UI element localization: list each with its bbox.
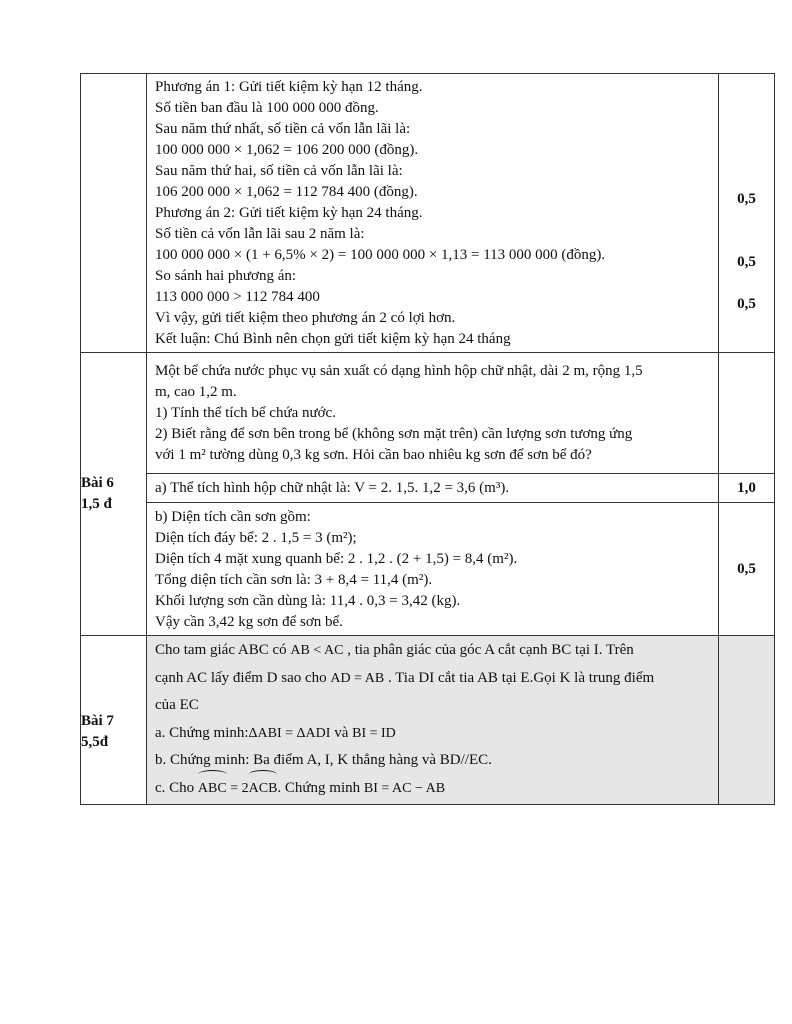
math-expression: BI = ID: [352, 725, 396, 741]
math-expression: AD = AB: [330, 670, 385, 686]
text-fragment: và: [330, 724, 353, 741]
score-value: 0,5: [719, 503, 775, 636]
text-line: Số tiền cả vốn lẫn lãi sau 2 năm là:: [155, 226, 365, 242]
text-line: Diện tích đáy bể: 2 . 1,5 = 3 (m²);: [155, 529, 357, 546]
problem-cell: [147, 636, 719, 805]
exercise-number: Bài 6: [81, 475, 114, 491]
row-bai5: [81, 74, 775, 353]
exercise-points: 1,5 đ: [81, 496, 112, 512]
text-line: [155, 665, 710, 693]
text-line: Số tiền ban đầu là 100 000 000 đồng.: [155, 100, 379, 116]
part-a-cell: [147, 474, 719, 503]
text-line: 2) Biết rằng để sơn bên trong bể (không sơn mặt trên) cần lượng sơn tương ứng: [155, 426, 633, 442]
text-fragment: . Chứng minh: [277, 779, 364, 796]
row-bai6-part-b: [81, 503, 775, 636]
text-line: b. Chứng minh: Ba điểm A, I, K thẳng hàng và BD//EC.: [155, 752, 492, 768]
math-expression: ΔABI = ΔADI: [248, 725, 331, 741]
text-fragment: cạnh AC lấy điểm D sao cho: [155, 669, 331, 686]
text-line: 100 000 000 × 1,062 = 106 200 000 (đồng).: [155, 142, 419, 158]
solution-cell: [147, 74, 719, 353]
part-a-text: [147, 475, 718, 501]
text-line: [155, 720, 710, 748]
label-cell-empty: [81, 74, 147, 353]
score-value: 0,5: [737, 296, 756, 312]
text-fragment: , tia phân giác của góc A cắt cạnh BC tại I. Trên: [343, 642, 634, 658]
problem-text: [147, 636, 718, 804]
text-line: Phương án 1: Gửi tiết kiệm kỳ hạn 12 tháng.: [155, 79, 423, 95]
text-line: b) Diện tích cần sơn gồm:: [155, 508, 311, 525]
exercise-label: [81, 636, 147, 805]
row-bai7: [81, 636, 775, 805]
text-line: Sau năm thứ nhất, số tiền cả vốn lẫn lãi là:: [155, 121, 411, 137]
answer-table: [80, 73, 775, 805]
text-line: Vì vậy, gửi tiết kiệm theo phương án 2 có lợi hơn.: [155, 310, 456, 326]
text-line: Phương án 2: Gửi tiết kiệm kỳ hạn 24 tháng.: [155, 205, 423, 221]
text-line: Tổng diện tích cần sơn là: 3 + 8,4 = 11,4 (m²).: [155, 571, 433, 588]
text-line: [155, 775, 710, 803]
text-fragment: . Tia DI cắt tia AB tại E.Gọi K là trung điểm: [384, 669, 655, 686]
math-expression: BI = AC − AB: [363, 780, 446, 796]
text-line: Sau năm thứ hai, số tiền cả vốn lẫn lãi là:: [155, 163, 403, 179]
text-fragment: a. Chứng minh:: [155, 724, 249, 741]
score-cell-empty: [719, 636, 775, 805]
score-value: 1,0: [719, 474, 775, 503]
text-line: Khối lượng sơn cần dùng là: 11,4 . 0,3 = 3,42 (kg).: [155, 592, 461, 609]
row-bai6-problem: [81, 353, 775, 474]
score-cell: [719, 74, 775, 353]
text-line: của EC: [155, 697, 199, 713]
part-b-text: [147, 504, 718, 635]
text-line: [155, 637, 710, 665]
text-line: Diện tích 4 mặt xung quanh bể: 2 . 1,2 . (2 + 1,5) = 8,4 (m²).: [155, 550, 518, 567]
solution-text: [147, 74, 718, 352]
text-line: Kết luận: Chú Bình nên chọn gửi tiết kiệm kỳ hạn 24 tháng: [155, 331, 511, 347]
text-line: Vậy cần 3,42 kg sơn để sơn bể.: [155, 613, 343, 630]
row-bai6-part-a: [81, 474, 775, 503]
text-line: m, cao 1,2 m.: [155, 384, 237, 400]
math-expression: = 2: [226, 780, 249, 796]
text-line: 1) Tính thể tích bể chứa nước.: [155, 405, 336, 421]
problem-text: [147, 358, 718, 468]
exercise-label: [81, 353, 147, 636]
score-value: 0,5: [737, 254, 756, 270]
text-line: 113 000 000 > 112 784 400: [155, 289, 320, 305]
text-line: với 1 m² tường dùng 0,3 kg sơn. Hỏi cần bao nhiêu kg sơn để sơn bể đó?: [155, 447, 592, 463]
exercise-points: 5,5đ: [81, 734, 109, 750]
text-line: 106 200 000 × 1,062 = 112 784 400 (đồng).: [155, 184, 418, 200]
text-fragment: c. Cho: [155, 779, 198, 796]
text-line: So sánh hai phương án:: [155, 268, 297, 284]
angle-abc: ABC: [198, 775, 227, 803]
text-fragment: Cho tam giác ABC có: [155, 642, 291, 658]
problem-cell: [147, 353, 719, 474]
part-b-cell: [147, 503, 719, 636]
text-line: Một bể chứa nước phục vụ sản xuất có dạng hình hộp chữ nhật, dài 2 m, rộng 1,5: [155, 363, 643, 379]
text-line: a) Thể tích hình hộp chữ nhật là: V = 2. 1,5. 1,2 = 3,6 (m³).: [155, 480, 510, 496]
angle-acb: ACB: [249, 775, 278, 803]
text-line: 100 000 000 × (1 + 6,5% × 2) = 100 000 000 × 1,13 = 113 000 000 (đồng).: [155, 247, 606, 263]
score-cell-empty: [719, 353, 775, 474]
score-value: 0,5: [737, 191, 756, 207]
math-expression: AB < AC: [290, 643, 344, 658]
exercise-number: Bài 7: [81, 713, 114, 729]
